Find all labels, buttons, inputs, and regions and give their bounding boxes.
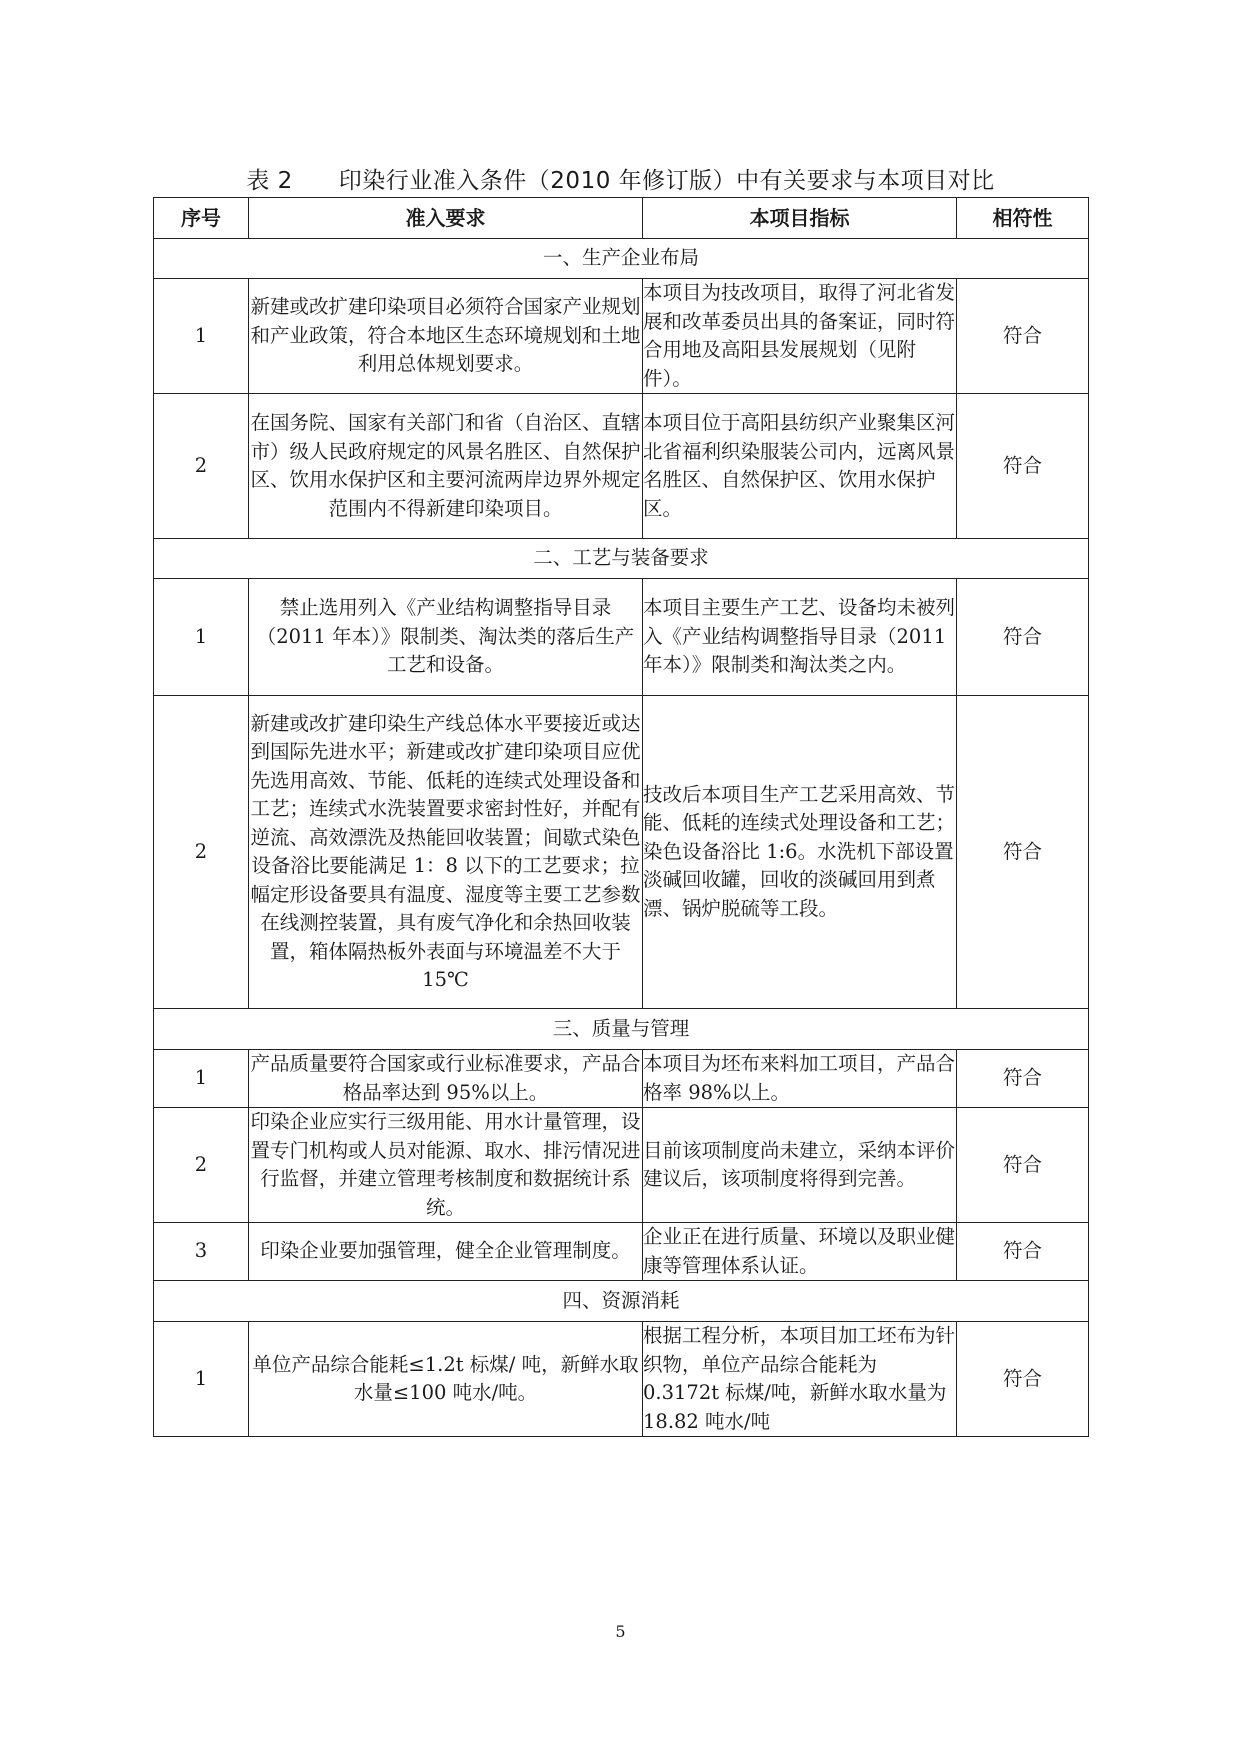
table-row — [154, 1108, 1089, 1223]
table-title: 印染行业准入条件（2010 年修订版）中有关要求与本项目对比 — [338, 168, 995, 194]
row-no: 1 — [154, 1322, 249, 1437]
row-conformity: 符合 — [957, 1108, 1089, 1223]
row-indicator: 技改后本项目生产工艺采用高效、节能、低耗的连续式处理设备和工艺；染色设备浴比 1:6。水洗机下部设置淡碱回收罐，回收的淡碱回用到煮漂、锅炉脱硫等工段。 — [643, 696, 957, 1009]
row-no: 1 — [154, 579, 249, 696]
table-row — [154, 579, 1089, 696]
row-requirement: 产品质量要符合国家或行业标准要求，产品合格品率达到 95%以上。 — [249, 1050, 643, 1108]
row-conformity: 符合 — [957, 579, 1089, 696]
row-indicator: 目前该项制度尚未建立，采纳本评价建议后，该项制度将得到完善。 — [643, 1108, 957, 1223]
section-row — [154, 239, 1089, 279]
table-row — [154, 1322, 1089, 1437]
row-indicator: 本项目主要生产工艺、设备均未被列入《产业结构调整指导目录（2011 年本）》限制类和淘汰类之内。 — [643, 579, 957, 696]
comparison-table — [153, 197, 1089, 1437]
row-no: 2 — [154, 1108, 249, 1223]
row-requirement: 印染企业要加强管理，健全企业管理制度。 — [249, 1223, 643, 1281]
row-conformity: 符合 — [957, 1223, 1089, 1281]
table-row — [154, 1050, 1089, 1108]
row-conformity: 符合 — [957, 394, 1089, 539]
row-indicator: 本项目为技改项目，取得了河北省发展和改革委员出具的备案证，同时符合用地及高阳县发展规划（见附件）。 — [643, 279, 957, 394]
header-no: 序号 — [154, 198, 249, 239]
row-conformity: 符合 — [957, 696, 1089, 1009]
page-number: 5 — [615, 1622, 626, 1641]
header-conformity: 相符性 — [957, 198, 1089, 239]
table-number: 表 2 — [246, 168, 293, 194]
row-indicator: 本项目位于高阳县纺织产业聚集区河北省福利织染服装公司内，远离风景名胜区、自然保护区、饮用水保护区。 — [643, 394, 957, 539]
row-no: 2 — [154, 394, 249, 539]
row-indicator: 企业正在进行质量、环境以及职业健康等管理体系认证。 — [643, 1223, 957, 1281]
row-indicator: 根据工程分析，本项目加工坯布为针织物，单位产品综合能耗为 0.3172t 标煤/吨，新鲜水取水量为 18.82 吨水/吨 — [643, 1322, 957, 1437]
row-requirement: 在国务院、国家有关部门和省（自治区、直辖市）级人民政府规定的风景名胜区、自然保护区、饮用水保护区和主要河流两岸边界外规定范围内不得新建印染项目。 — [249, 394, 643, 539]
section-title: 一、生产企业布局 — [154, 239, 1089, 279]
table-row — [154, 1223, 1089, 1281]
row-conformity: 符合 — [957, 1050, 1089, 1108]
header-row — [154, 198, 1089, 239]
row-no: 2 — [154, 696, 249, 1009]
row-no: 1 — [154, 1050, 249, 1108]
section-row — [154, 539, 1089, 579]
row-no: 3 — [154, 1223, 249, 1281]
table-row — [154, 394, 1089, 539]
row-requirement: 新建或改扩建印染生产线总体水平要接近或达到国际先进水平；新建或改扩建印染项目应优先选用高效、节能、低耗的连续式处理设备和工艺；连续式水洗装置要求密封性好，并配有逆流、高效漂洗及热能回收装置；间歇式染色设备浴比要能满足 1：8 以下的工艺要求；拉幅定形设备要具有温度、湿度等主要工艺参数在线测控装置，具有废气净化和余热回收装置，箱体隔热板外表面与环境温差不大于 15℃ — [249, 696, 643, 1009]
row-conformity: 符合 — [957, 279, 1089, 394]
section-title: 四、资源消耗 — [154, 1281, 1089, 1322]
row-requirement: 单位产品综合能耗≤1.2t 标煤/ 吨，新鲜水取水量≤100 吨水/吨。 — [249, 1322, 643, 1437]
section-row — [154, 1009, 1089, 1050]
table-caption — [0, 162, 1241, 195]
row-no: 1 — [154, 279, 249, 394]
row-conformity: 符合 — [957, 1322, 1089, 1437]
section-title: 二、工艺与装备要求 — [154, 539, 1089, 579]
section-title: 三、质量与管理 — [154, 1009, 1089, 1050]
header-indicator: 本项目指标 — [643, 198, 957, 239]
row-requirement: 禁止选用列入《产业结构调整指导目录（2011 年本）》限制类、淘汰类的落后生产工艺和设备。 — [249, 579, 643, 696]
section-row — [154, 1281, 1089, 1322]
table-row — [154, 279, 1089, 394]
row-requirement: 新建或改扩建印染项目必须符合国家产业规划和产业政策，符合本地区生态环境规划和土地利用总体规划要求。 — [249, 279, 643, 394]
header-requirement: 准入要求 — [249, 198, 643, 239]
row-requirement: 印染企业应实行三级用能、用水计量管理，设置专门机构或人员对能源、取水、排污情况进行监督，并建立管理考核制度和数据统计系统。 — [249, 1108, 643, 1223]
row-indicator: 本项目为坯布来料加工项目，产品合格率 98%以上。 — [643, 1050, 957, 1108]
table-row — [154, 696, 1089, 1009]
